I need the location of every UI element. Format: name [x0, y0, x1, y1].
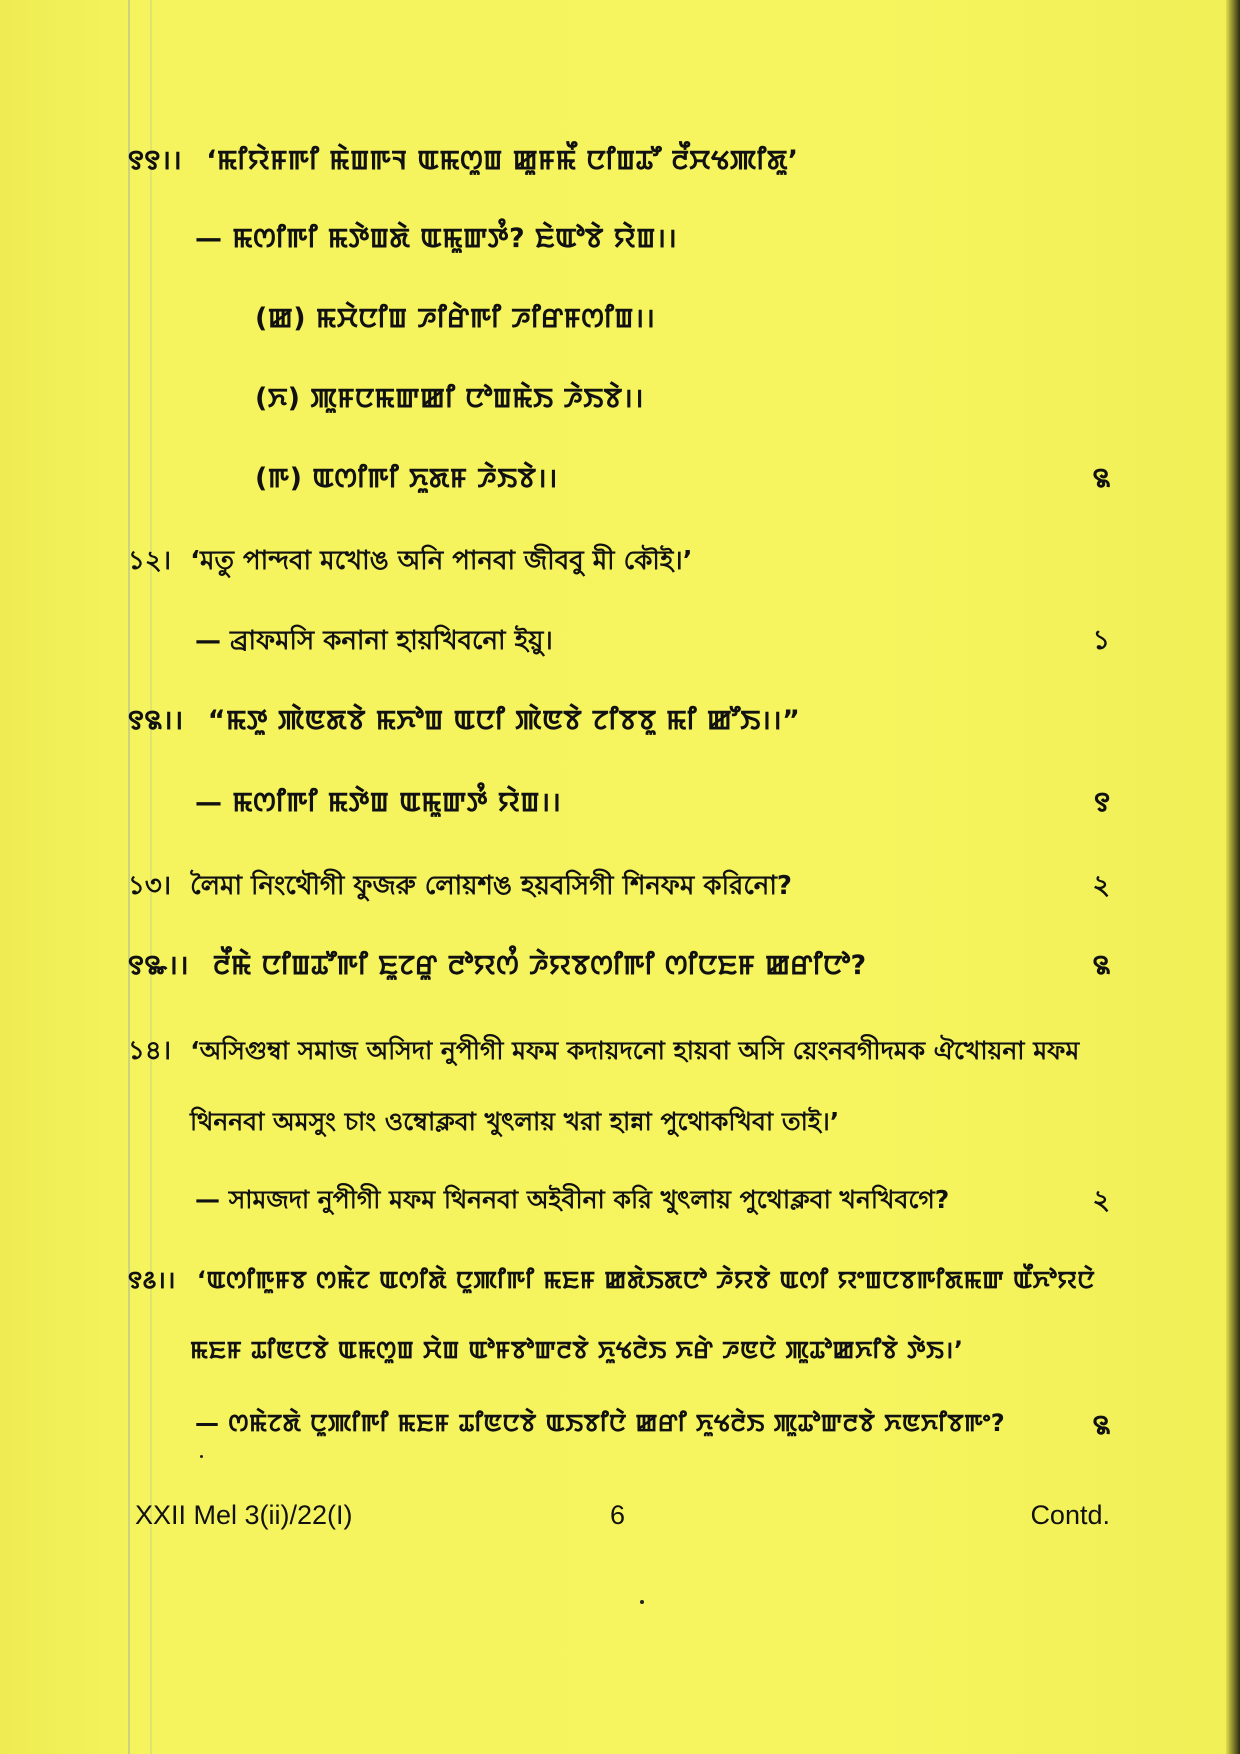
- q13-mm-text: ꯂꯩꯃꯥ ꯅꯤꯡꯊꯧꯒꯤ ꯐꯨꯖꯔꯨ ꯂꯣꯌꯁꯪ ꯍꯥꯌꯕꯁꯤꯒꯤ ꯁꯤꯅꯐꯝ ꯀꯔꯤꯅꯣ?: [213, 950, 867, 981]
- q11-mm-option-a: (ꯀ) ꯃꯆꯥꯅꯤꯡ ꯍꯤꯔꯥꯒꯤ ꯍꯤꯔꯝꯁꯤꯡ।।: [255, 303, 656, 334]
- q12-mm-sub: — ꯃꯁꯤꯒꯤ ꯃꯇꯥꯡ ꯑꯃꯨꯛꯇꯪ ꯌꯥꯡ।।: [195, 787, 562, 818]
- q14-quote-line2: থিননবা অমসুং চাং ওম্বোক্লবা খুৎলায় খরা হান্না পুথোকখিবা তাই।’: [190, 1107, 840, 1136]
- q13-number: ১৩।: [128, 871, 172, 901]
- q11-mm-question: [128, 140, 799, 178]
- paper-code: XXII Mel 3(ii)/22(I): [135, 1500, 353, 1530]
- q14-marks: ২: [1092, 1185, 1110, 1216]
- q14-number: ১৪।: [128, 1036, 172, 1066]
- q12-quote: ‘মতু পান্দবা মখোঙ অনি পানবা জীববু মী কৌই।’: [190, 546, 693, 576]
- speck: [640, 1600, 644, 1604]
- q12-number: ১২।: [128, 546, 172, 576]
- q14-mm-question: [128, 1262, 1095, 1296]
- q11-mm-marks: ꯲: [1092, 463, 1110, 494]
- q11-mm-sub: — ꯃꯁꯤꯒꯤ ꯃꯇꯥꯡꯗꯥ ꯑꯃꯨꯛꯇꯪ? ꯐꯥꯑꯣꯕꯥ ꯌꯥꯡ।।: [195, 223, 678, 254]
- q14-quote-line1: ‘অসিগুম্বা সমাজ অসিদা নুপীগী মফম কদায়দনো হায়বা অসি য়েংনবগীদমক ঐখোয়না মফম: [190, 1036, 1080, 1065]
- q14-sub: — সামজদা নুপীগী মফম থিননবা অইবীনা করি খুৎলায় পুথোক্লবা খনখিবগে?: [195, 1185, 950, 1214]
- q12-marks: ১: [1092, 625, 1110, 656]
- scan-edge: [1226, 0, 1240, 1754]
- q11-mm-number: ꯱꯱।।: [128, 145, 183, 176]
- q12-sub: — ব্রাফমসি কনানা হায়খিবনো ইয়ু।: [195, 626, 553, 656]
- speck: [200, 1455, 203, 1458]
- q14-mm-marks: ꯲: [1092, 1410, 1110, 1441]
- q12-mm-marks: ꯱: [1094, 787, 1110, 818]
- q11-mm-option-c: (ꯒ) ꯑꯁꯤꯒꯤ ꯈꯨꯗꯝ ꯍꯥꯏꯕꯥ।।: [255, 463, 558, 494]
- q13-mm-question: [128, 945, 867, 983]
- q11-mm-quote: ‘ꯃꯤꯌꯥꯝꯒꯤ ꯃꯥꯡꯒꯜ ꯑꯃꯁꯨꯡ ꯀꯨꯝꯃꯩ ꯅꯤꯡꯊꯧ ꯂꯩꯆꯠꯄꯤꯗꯨ’: [206, 145, 799, 176]
- q13-text: লৈমা নিংথৌগী ফুজরু লোয়শঙ হয়বসিগী শিনফম করিনো?: [190, 871, 792, 901]
- q14-question: [128, 1030, 1079, 1074]
- q13-mm-number: ꯱꯳।।: [128, 950, 190, 981]
- page-number: 6: [610, 1500, 626, 1530]
- q12-question: [128, 540, 693, 584]
- q12-mm-question: [128, 700, 800, 738]
- q14-mm-sub: — ꯁꯃꯥꯖꯗꯥ ꯅꯨꯄꯤꯒꯤ ꯃꯐꯝ ꯊꯤꯟꯅꯕꯥ ꯑꯏꯕꯤꯅꯥ ꯀꯔꯤ ꯈꯨꯠꯂꯥꯏ ꯄꯨꯊꯣꯛꯂꯕꯥ ꯈꯟꯈꯤꯕꯒꯦ?: [195, 1409, 1006, 1437]
- q14-mm-quote-line2: ꯃꯐꯝ ꯊꯤꯟꯅꯕꯥ ꯑꯃꯁꯨꯡ ꯆꯥꯡ ꯑꯣꯝꯕꯣꯛꯂꯕꯥ ꯈꯨꯠꯂꯥꯏ ꯈꯔꯥ ꯍꯟꯅꯥ ꯄꯨꯊꯣꯀꯈꯤꯕꯥ ꯇꯥꯏ।’: [190, 1336, 964, 1364]
- contd-label: Contd.: [1030, 1500, 1110, 1530]
- q13-question: [128, 865, 792, 909]
- q14-mm-number: ꯱꯴।।: [128, 1266, 176, 1294]
- q14-mm-quote-line1: ‘ꯑꯁꯤꯒꯨꯝꯕ ꯁꯃꯥꯖ ꯑꯁꯤꯗꯥ ꯅꯨꯄꯤꯒꯤ ꯃꯐꯝ ꯀꯗꯥꯏꯗꯅꯣ ꯍꯥꯌꯕꯥ ꯑꯁꯤ ꯌꯦꯡꯅꯕꯒꯤꯗꯃꯛ ꯑꯩꯈꯣꯌꯅꯥ: [196, 1266, 1095, 1294]
- q13-marks: ২: [1092, 870, 1110, 901]
- q12-mm-quote: “ꯃꯇꯨ ꯄꯥꯟꯗꯕꯥ ꯃꯈꯣꯡ ꯑꯅꯤ ꯄꯥꯟꯕꯥ ꯖꯤꯕꯕꯨ ꯃꯤ ꯀꯧꯏ।।”: [207, 705, 801, 736]
- q12-mm-number: ꯱꯲।।: [128, 705, 184, 736]
- q11-mm-option-b: (ꯈ) ꯄꯨꯝꯅꯃꯛꯀꯤ ꯅꯣꯡꯃꯥꯏ ꯍꯥꯏꯕꯥ।।: [255, 383, 644, 414]
- q13-mm-marks: ꯲: [1092, 950, 1110, 981]
